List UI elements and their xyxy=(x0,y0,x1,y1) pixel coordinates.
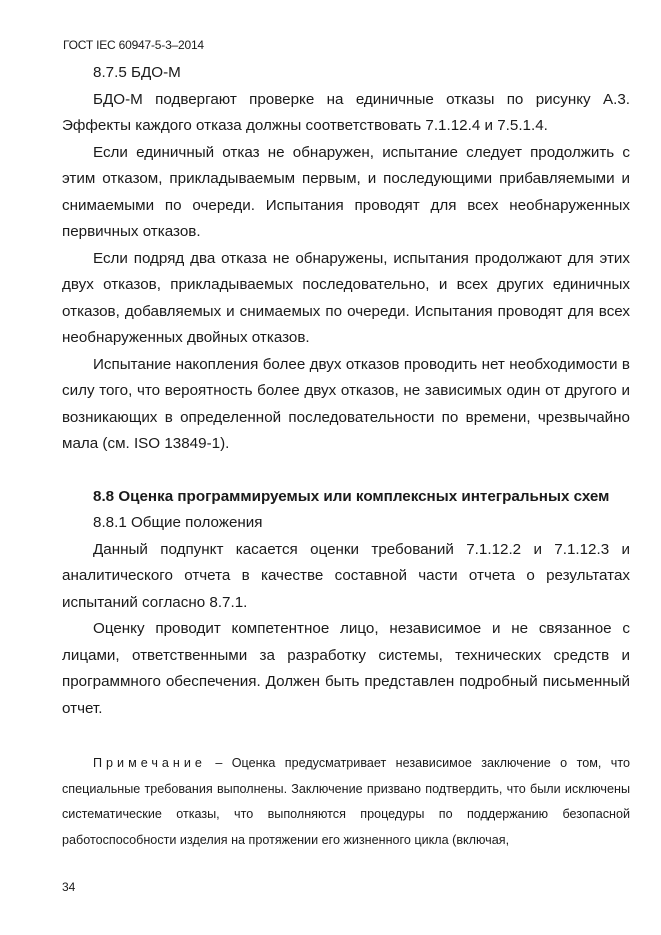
subsection-title-8-8-1: 8.8.1 Общие положения xyxy=(93,514,263,531)
paragraph: БДО-М подвергают проверке на единичные отказы по рисунку А.3. Эффекты каждого отказа должны соответствовать 7.1.12.4 и 7.5.1.4. xyxy=(62,90,630,134)
paragraph: Оценку проводит компетентное лицо, независимое и не связанное с лицами, ответственными за разработку системы, технических средств и программного обеспечения. Должен быть представлен подробный письменный отчет. xyxy=(62,620,630,717)
note-block xyxy=(62,751,630,853)
paragraph: Испытание накопления более двух отказов проводить нет необходимости в силу того, что вероятность более двух отказов, не зависимых один от другого и возникающих в определенной последовательности по времени, чрезвычайно мала (см. ISO 13849-1). xyxy=(62,355,630,452)
subsection-title-8-7-5: 8.7.5 БДО-М xyxy=(93,64,181,81)
section-heading-8-8: 8.8 Оценка программируемых или комплексных интегральных схем xyxy=(93,487,610,505)
standard-header: ГОСТ IEC 60947-5-3–2014 xyxy=(63,38,204,52)
note-paragraph xyxy=(62,751,630,853)
note-label: Примечание xyxy=(93,756,206,770)
paragraph: Если подряд два отказа не обнаружены, испытания продолжают для этих двух отказов, прикладываемых последовательно, и всех других единичных отказов, добавляемых и снимаемых по очереди. Испытания проводят для всех необнаруженных двойных отказов. xyxy=(62,249,630,346)
note-text: – Оценка предусматривает независимое заключение о том, что специальные требования выполнены. Заключение призвано подтвердить, что были исключены систематические отказы, что выполняются процедуры по поддержанию безопасной работоспособности изделия на протяжении его жизненного цикла (включая, xyxy=(62,756,630,847)
paragraph: Если единичный отказ не обнаружен, испытание следует продолжить с этим отказом, прикладываемым первым, и последующими прибавляемыми и снимаемыми по очереди. Испытания проводят для всех необнаруженных первичных отказов. xyxy=(62,143,630,240)
main-text xyxy=(62,60,630,722)
paragraph: Данный подпункт касается оценки требований 7.1.12.2 и 7.1.12.3 и аналитического отчета в качестве составной части отчета о результатах испытаний согласно 8.7.1. xyxy=(62,540,630,611)
page-number: 34 xyxy=(62,880,76,894)
